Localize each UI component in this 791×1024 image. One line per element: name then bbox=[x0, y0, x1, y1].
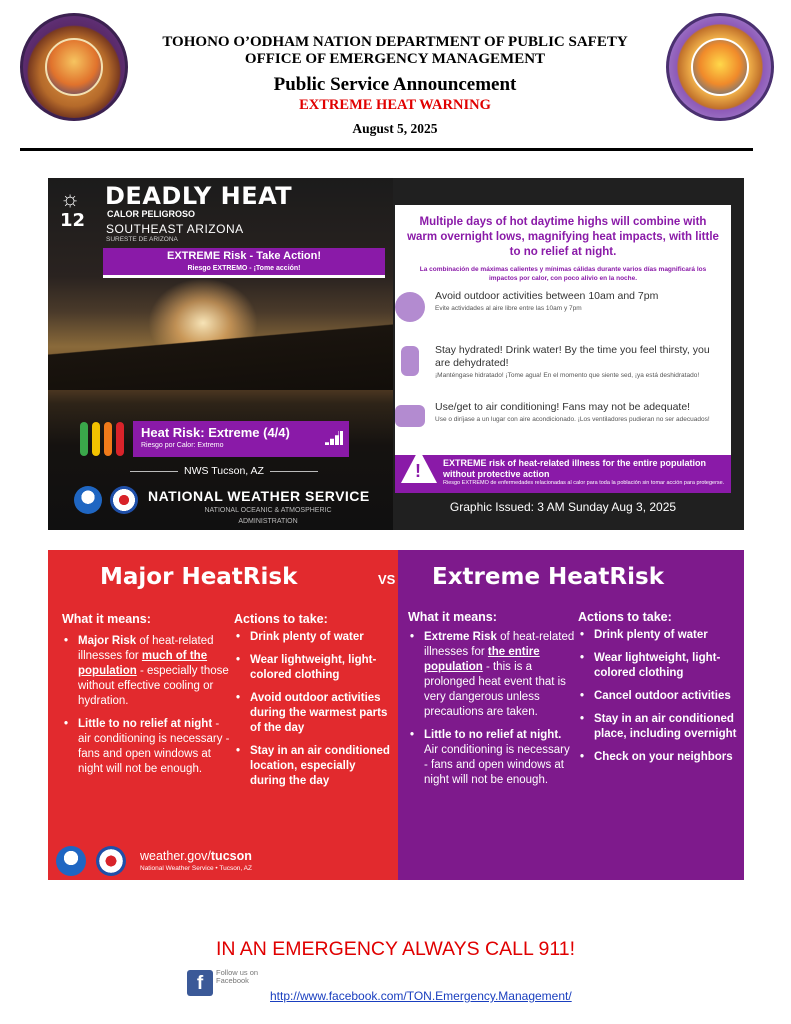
means-item bbox=[408, 630, 576, 720]
means-text-post: - this is a prolonged heat event that is very dangerous unless precautions are taken. bbox=[424, 661, 566, 718]
risk-bar-4 bbox=[116, 422, 124, 456]
major-heatrisk-panel bbox=[48, 550, 398, 880]
nws-logo-icon bbox=[110, 486, 138, 514]
weather-gov-url bbox=[140, 849, 252, 863]
means-text-b: Major Risk bbox=[78, 635, 137, 647]
warning-title: EXTREME HEAT WARNING bbox=[299, 97, 491, 113]
noaa-logo-icon bbox=[56, 846, 86, 876]
extreme-actions-list bbox=[578, 628, 740, 773]
water-bottle-icon bbox=[401, 346, 419, 376]
sun-icon: ☼ bbox=[60, 186, 81, 211]
means-text-b: Extreme Risk bbox=[424, 631, 497, 643]
exclamation-icon: ! bbox=[415, 461, 421, 481]
risk-banner-text: EXTREME Risk - Take Action! bbox=[166, 250, 322, 262]
office-name: OFFICE OF EMERGENCY MANAGEMENT bbox=[244, 51, 546, 67]
heatrisk-comparison bbox=[48, 550, 744, 880]
url-path: tucson bbox=[210, 849, 252, 863]
sun-clock-icon bbox=[395, 292, 425, 322]
noaa-logo-icon bbox=[74, 486, 102, 514]
action-item: • Cancel outdoor activities bbox=[578, 689, 740, 704]
action-item: • Check on your neighbors bbox=[578, 750, 740, 765]
graphic-title-es: CALOR PELIGROSO bbox=[107, 209, 196, 219]
extreme-heatrisk-panel bbox=[398, 550, 744, 880]
means-text-b: Little to no relief at night bbox=[78, 718, 213, 730]
extreme-means-list bbox=[408, 630, 576, 796]
versus-label: VS bbox=[378, 572, 396, 587]
advice-panel bbox=[395, 205, 731, 455]
issued-time: Graphic Issued: 3 AM Sunday Aug 3, 2025 bbox=[449, 500, 677, 514]
action-item: • Wear lightweight, light-colored clothing bbox=[578, 651, 740, 681]
url-domain: weather.gov/ bbox=[140, 849, 211, 863]
advice-item bbox=[435, 401, 725, 424]
action-item: • Stay in an air conditioned location, especially during the day bbox=[234, 744, 394, 789]
agency-logos bbox=[56, 846, 132, 876]
risk-bar-3 bbox=[104, 422, 112, 456]
means-text-mid: of heat-related illnesses for bbox=[424, 631, 575, 658]
advice-headline-es: La combinación de máximas calientes y mínimas cálidas durante varios días magnificará los impactos por calor, con poco alivio en la noche. bbox=[419, 266, 707, 282]
action-item: • Drink plenty of water bbox=[578, 628, 740, 643]
announcement-title: Public Service Announcement bbox=[273, 74, 517, 95]
means-text-mid: - air conditioning is necessary - fans and open windows at night will not be enough. bbox=[78, 718, 230, 775]
agency-logos bbox=[74, 486, 142, 514]
risk-banner bbox=[103, 248, 385, 278]
extreme-heatrisk-title: Extreme HeatRisk bbox=[432, 564, 664, 590]
seal-emblem bbox=[691, 38, 749, 96]
mountain-ridge bbox=[48, 310, 393, 390]
nws-logo-icon bbox=[96, 846, 126, 876]
risk-bar-2 bbox=[92, 422, 100, 456]
means-text-u: much of the population bbox=[78, 650, 208, 677]
heat-risk-scale bbox=[80, 422, 128, 456]
means-item bbox=[408, 728, 576, 788]
action-item: • Stay in an air conditioned place, including overnight bbox=[578, 712, 740, 742]
risk-bar-1 bbox=[80, 422, 88, 456]
region-es: SURESTE DE ARIZONA bbox=[106, 236, 178, 243]
region: SOUTHEAST ARIZONA bbox=[106, 222, 244, 236]
major-means-list bbox=[62, 634, 232, 785]
means-text-post: - especially those without effective cooling or hydration. bbox=[78, 665, 229, 707]
department-name: TOHONO O’ODHAM NATION DEPARTMENT OF PUBLIC SAFETY bbox=[162, 34, 628, 50]
facebook-icon[interactable]: f bbox=[187, 970, 213, 996]
advice-item bbox=[435, 344, 725, 380]
air-conditioner-icon bbox=[395, 405, 425, 427]
advice-text-es: Use o diríjase a un lugar con aire acondicionado. ¡Los ventiladores pudieran no ser adecuados! bbox=[435, 416, 710, 423]
advice-text-es: Evite actividades al aire libre entre las 10am y 7pm bbox=[435, 305, 582, 312]
action-item: • Avoid outdoor activities during the warmest parts of the day bbox=[234, 691, 394, 736]
means-text-b: Little to no relief at night. bbox=[424, 729, 562, 741]
agency-name: NATIONAL WEATHER SERVICE bbox=[148, 488, 370, 504]
illness-warning-text-es: Riesgo EXTREMO de enfermedades relacionadas al calor para toda la población sin tomar acción para protegerse. bbox=[443, 480, 725, 486]
major-means-heading: What it means: bbox=[62, 612, 151, 626]
risk-banner-text-es: Riesgo EXTREMO - ¡Tome acción! bbox=[187, 265, 301, 272]
nws-office: NWS Tucson, AZ bbox=[104, 465, 344, 477]
means-text-mid: Air conditioning is necessary - fans and open windows at night will not be enough. bbox=[424, 744, 570, 786]
advice-headline: Multiple days of hot daytime highs will combine with warm overnight lows, magnifying heat impacts, with little to no relief at night. bbox=[407, 216, 719, 258]
public-safety-seal bbox=[20, 13, 128, 121]
follow-on-facebook: Follow us on Facebook bbox=[216, 968, 259, 985]
illness-warning-text: EXTREME risk of heat-related illness for the entire population without protective action bbox=[443, 458, 707, 479]
major-actions-heading: Actions to take: bbox=[234, 612, 328, 626]
emergency-management-seal bbox=[666, 13, 774, 121]
agency-subtitle: NATIONAL OCEANIC & ATMOSPHERIC ADMINISTRATION bbox=[204, 507, 332, 525]
heat-risk-level-es: Riesgo por Calor: Extremo bbox=[141, 442, 224, 449]
facebook-link[interactable]: http://www.facebook.com/TON.Emergency.Management/ bbox=[270, 989, 572, 1003]
advice-text: Avoid outdoor activities between 10am and 7pm bbox=[435, 290, 659, 302]
advice-text: Use/get to air conditioning! Fans may not be adequate! bbox=[435, 401, 691, 413]
header-divider bbox=[20, 148, 753, 151]
advice-text-es: ¡Manténgase hidratado! ¡Tome agua! En el momento que siente sed, ¡ya está deshidratado! bbox=[435, 372, 700, 379]
extreme-actions-heading: Actions to take: bbox=[578, 610, 672, 624]
illness-warning-box bbox=[395, 455, 731, 493]
emergency-notice: IN AN EMERGENCY ALWAYS CALL 911! bbox=[215, 938, 576, 960]
advice-item bbox=[435, 290, 725, 313]
weather-gov-subtitle: National Weather Service • Tucson, AZ bbox=[140, 865, 252, 872]
advice-text: Stay hydrated! Drink water! By the time you feel thirsty, you are dehydrated! bbox=[435, 344, 710, 369]
action-item: • Drink plenty of water bbox=[234, 630, 394, 645]
graphic-title: DEADLY HEAT bbox=[105, 182, 293, 210]
major-actions-list bbox=[234, 630, 394, 797]
action-item: • Wear lightweight, light-colored clothing bbox=[234, 653, 394, 683]
heat-risk-level: Heat Risk: Extreme (4/4) bbox=[141, 425, 290, 440]
nws-deadly-heat-graphic bbox=[48, 178, 744, 530]
extreme-means-heading: What it means: bbox=[408, 610, 497, 624]
announcement-date: August 5, 2025 bbox=[352, 121, 438, 136]
major-heatrisk-title: Major HeatRisk bbox=[100, 564, 298, 590]
means-item bbox=[62, 634, 232, 709]
heat-risk-box bbox=[133, 421, 349, 457]
means-text-u: the entire population bbox=[424, 646, 540, 673]
means-item bbox=[62, 717, 232, 777]
seal-emblem bbox=[45, 38, 103, 96]
tv-station-logo-icon: 12 bbox=[60, 210, 86, 231]
letterhead bbox=[130, 34, 660, 137]
means-text-mid: of heat-related illnesses for bbox=[78, 635, 214, 662]
